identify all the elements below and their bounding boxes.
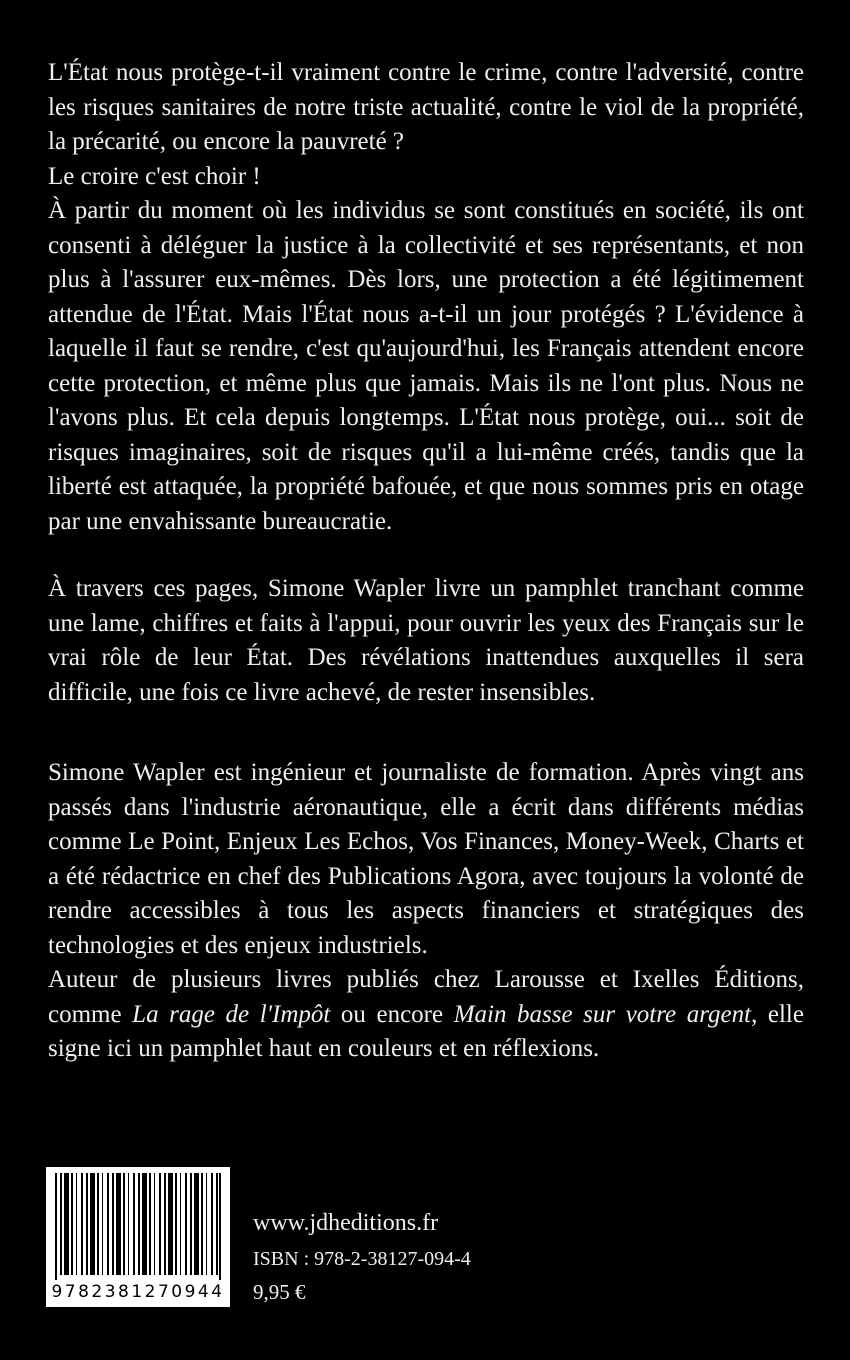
publisher-website: www.jdheditions.fr [253, 1210, 439, 1236]
barcode-bars [55, 1173, 221, 1275]
bio-text: ou encore [330, 1000, 454, 1028]
synopsis-paragraph: À partir du moment où les individus se sont constitués en société, ils ont consenti à déléguer la justice à la collectivité et ses représentants, et non plus à l'assurer eux-mêmes. Dès lors, une protection a été légitimement attendue de l'État. Mais l'État nous a-t-il un jour protégés ? L'évidence à laquelle il faut se rendre, c'est qu'aujourd'hui, les Français attendent encore cette protection, et même plus que jamais. Mais ils ne l'ont plus. Nous ne l'avons plus. Et cela depuis longtemps. L'État nous protège, oui... soit de risques imaginaires, soit de risques qu'il a lui-même créés, tandis que la liberté est attaquée, la propriété bafouée, et que nous sommes pris en otage par une envahissante bureaucratie. [48, 197, 804, 535]
price-text: 9,95 € [253, 1280, 306, 1304]
book-title-italic: Main basse sur votre argent [453, 1000, 752, 1028]
synopsis-tagline: Le croire c'est choir ! [48, 162, 261, 190]
isbn-text: ISBN : 978-2-38127-094-4 [253, 1248, 471, 1270]
publisher-info [253, 1210, 471, 1305]
barcode-number: 9782381270944 [46, 1280, 230, 1302]
barcode-guard-bar [55, 1173, 57, 1289]
author-bio-paragraph: Simone Wapler est ingénieur et journaliste de formation. Après vingt ans passés dans l'industrie aéronautique, elle a écrit dans différents médias comme Le Point, Enjeux Les Echos, Vos Finances, Money-Week, Charts et a été rédactrice en chef des Publications Agora, avec toujours la volonté de rendre accessibles à tous les aspects financiers et stratégiques des technologies et des enjeux industriels. [48, 759, 804, 959]
bio-text: Auteur de plusieurs livres publiés chez Larousse et Ixelles Éditions, comme [48, 966, 804, 1028]
barcode-guard-bar [219, 1173, 221, 1289]
synopsis-paragraph: L'État nous protège-t-il vraiment contre le crime, contre l'adversité, contre les risques sanitaires de notre triste actualité, contre le viol de la propriété, la précarité, ou encore la pauvreté ? [48, 59, 804, 155]
book-title-italic: La rage de l'Impôt [132, 1000, 331, 1028]
back-cover-text [48, 56, 804, 1067]
barcode [46, 1167, 230, 1307]
author-bio-paragraph [48, 963, 804, 1067]
bio-text: , elle signe ici un pamphlet haut en couleurs et en réflexions. [48, 1000, 804, 1062]
synopsis-paragraph: À travers ces pages, Simone Wapler livre un pamphlet tranchant comme une lame, chiffres et faits à l'appui, pour ouvrir les yeux des Français sur le vrai rôle de leur État. Des révélations inattendues auxquelles il sera difficile, une fois ce livre achevé, de rester insensibles. [48, 575, 804, 706]
